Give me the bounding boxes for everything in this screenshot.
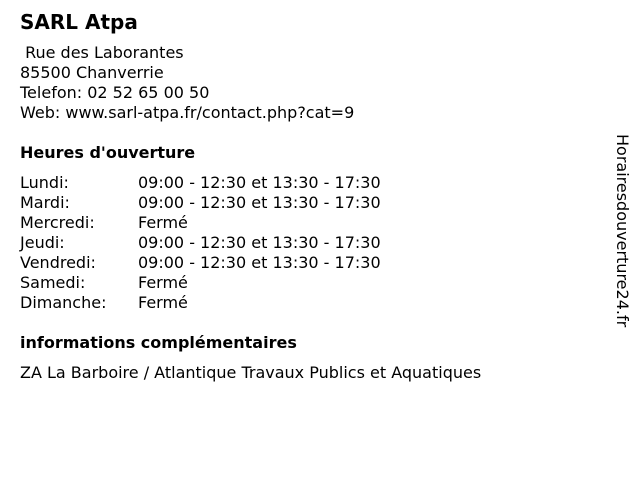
city-line: 85500 Chanverrie [20, 63, 164, 82]
phone-line: Telefon: 02 52 65 00 50 [20, 83, 210, 102]
hours-row-mercredi [20, 213, 600, 233]
hours-day: Dimanche: [20, 293, 107, 312]
hours-value: Fermé [138, 273, 188, 292]
hours-row-vendredi [20, 253, 600, 273]
hours-row-jeudi [20, 233, 600, 253]
web-line: Web: www.sarl-atpa.fr/contact.php?cat=9 [20, 103, 355, 122]
hours-value: 09:00 - 12:30 et 13:30 - 17:30 [138, 193, 381, 212]
address-block [20, 43, 600, 123]
hours-row-mardi [20, 193, 600, 213]
hours-value: 09:00 - 12:30 et 13:30 - 17:30 [138, 173, 381, 192]
watermark [612, 134, 632, 346]
hours-heading: Heures d'ouverture [20, 143, 196, 162]
hours-value: 09:00 - 12:30 et 13:30 - 17:30 [138, 233, 381, 252]
hours-day: Lundi: [20, 173, 69, 192]
hours-row-lundi [20, 173, 600, 193]
street-line: Rue des Laborantes [20, 43, 184, 62]
watermark-text: Horairesdouverture24.fr [613, 134, 632, 328]
business-name: SARL Atpa [20, 10, 138, 34]
info-heading: informations complémentaires [20, 333, 297, 352]
hours-table [20, 173, 600, 313]
business-card [20, 10, 600, 383]
hours-value: Fermé [138, 213, 188, 232]
hours-value: 09:00 - 12:30 et 13:30 - 17:30 [138, 253, 381, 272]
hours-day: Samedi: [20, 273, 86, 292]
info-text: ZA La Barboire / Atlantique Travaux Publics et Aquatiques [20, 363, 482, 382]
hours-day: Jeudi: [20, 233, 65, 252]
hours-value: Fermé [138, 293, 188, 312]
hours-row-samedi [20, 273, 600, 293]
hours-day: Vendredi: [20, 253, 96, 272]
hours-day: Mercredi: [20, 213, 95, 232]
hours-row-dimanche [20, 293, 600, 313]
hours-day: Mardi: [20, 193, 70, 212]
